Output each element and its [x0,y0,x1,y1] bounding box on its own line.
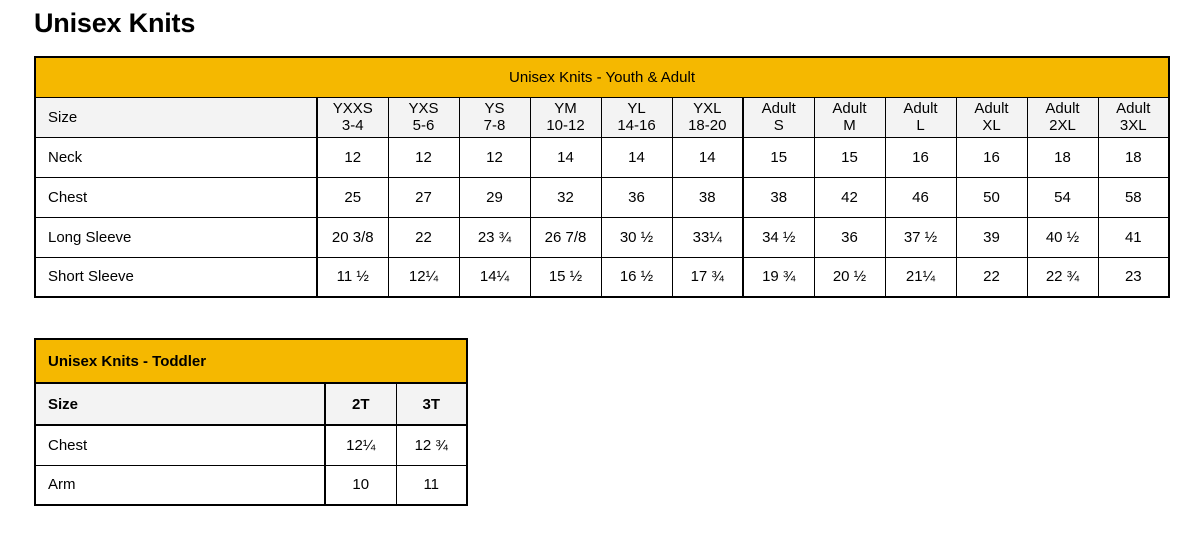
column-header-line1: Adult [761,100,796,117]
cell: 26 7/8 [530,217,601,257]
cell: 12 [388,137,459,177]
cell: 25 [317,177,388,217]
cell: 14¼ [459,257,530,297]
cell: 17 ¾ [672,257,743,297]
cell: 12 [317,137,388,177]
cell: 58 [1098,177,1169,217]
column-header-line2: 14-16 [617,117,656,134]
cell: 38 [672,177,743,217]
unisex-knits-youth-adult-table [34,56,1170,298]
table-row [35,425,467,465]
unisex-knits-toddler-table [34,338,468,506]
row-label-chest: Chest [35,177,317,217]
cell: 46 [885,177,956,217]
row-label-arm: Arm [35,465,325,505]
column-header-ys [459,97,530,137]
cell: 42 [814,177,885,217]
column-header-line1: YS [484,100,505,117]
table-banner-label: Unisex Knits - Youth & Adult [35,57,1169,97]
table-banner-row [35,339,467,383]
cell: 37 ½ [885,217,956,257]
column-header-line2: 3-4 [341,117,364,134]
size-chart-page [0,8,1200,494]
column-header-line1: Adult [974,100,1009,117]
table-banner-row [35,57,1169,97]
column-header-adult-xl [956,97,1027,137]
column-header-line2: 3XL [1119,117,1147,134]
cell: 11 [396,465,467,505]
cell: 30 ½ [601,217,672,257]
cell: 15 ½ [530,257,601,297]
cell: 18 [1027,137,1098,177]
cell: 36 [814,217,885,257]
cell: 20 3/8 [317,217,388,257]
column-header-yxxs [317,97,388,137]
column-header-line1: Adult [832,100,867,117]
cell: 34 ½ [743,217,814,257]
table-row [35,465,467,505]
cell: 41 [1098,217,1169,257]
column-header-line2: 10-12 [546,117,585,134]
cell: 32 [530,177,601,217]
cell: 23 [1098,257,1169,297]
cell: 18 [1098,137,1169,177]
table-banner-label: Unisex Knits - Toddler [35,339,467,383]
cell: 14 [601,137,672,177]
table-row [35,137,1169,177]
column-header-line1: Adult [1116,100,1151,117]
column-header-line1: YL [627,100,646,117]
cell: 54 [1027,177,1098,217]
column-header-adult-m [814,97,885,137]
column-header-line1: YM [554,100,577,117]
header-size-label: Size [35,97,317,137]
cell: 12 ¾ [396,425,467,465]
column-header-line2: L [916,117,925,134]
column-header-line2: 5-6 [412,117,435,134]
column-header-ym [530,97,601,137]
table-row [35,177,1169,217]
cell: 14 [530,137,601,177]
table-row [35,257,1169,297]
cell: 40 ½ [1027,217,1098,257]
cell: 27 [388,177,459,217]
cell: 39 [956,217,1027,257]
column-header-line2: 2XL [1049,117,1076,134]
cell: 11 ½ [317,257,388,297]
column-header-line1: Adult [1045,100,1080,117]
header-size-label: Size [35,383,325,425]
cell: 12¼ [325,425,396,465]
table-header-row [35,383,467,425]
row-label-short-sleeve: Short Sleeve [35,257,317,297]
cell: 16 [956,137,1027,177]
cell: 10 [325,465,396,505]
cell: 22 [388,217,459,257]
column-header-line2: S [773,117,784,134]
column-header-line2: M [843,117,856,134]
column-header-3t: 3T [396,383,467,425]
cell: 23 ¾ [459,217,530,257]
column-header-line2: 7-8 [483,117,506,134]
column-header-yxl [672,97,743,137]
cell: 14 [672,137,743,177]
column-header-line1: Adult [903,100,938,117]
column-header-adult-l [885,97,956,137]
table-row [35,217,1169,257]
row-label-neck: Neck [35,137,317,177]
cell: 15 [743,137,814,177]
cell: 22 [956,257,1027,297]
column-header-adult-s [743,97,814,137]
page-title: Unisex Knits [34,8,196,38]
column-header-2t: 2T [325,383,396,425]
column-header-adult-2xl [1027,97,1098,137]
cell: 20 ½ [814,257,885,297]
row-label-chest: Chest [35,425,325,465]
table-header-row [35,97,1169,137]
column-header-yl [601,97,672,137]
cell: 12 [459,137,530,177]
cell: 22 ¾ [1027,257,1098,297]
column-header-yxs [388,97,459,137]
cell: 15 [814,137,885,177]
column-header-line1: YXL [693,100,722,117]
cell: 50 [956,177,1027,217]
cell: 38 [743,177,814,217]
column-header-adult-3xl [1098,97,1169,137]
cell: 36 [601,177,672,217]
column-header-line1: YXS [408,100,439,117]
cell: 19 ¾ [743,257,814,297]
cell: 12¼ [388,257,459,297]
cell: 33¼ [672,217,743,257]
cell: 16 [885,137,956,177]
row-label-long-sleeve: Long Sleeve [35,217,317,257]
column-header-line1: YXXS [332,100,373,117]
column-header-line2: 18-20 [688,117,727,134]
cell: 21¼ [885,257,956,297]
column-header-line2: XL [982,117,1001,134]
cell: 16 ½ [601,257,672,297]
cell: 29 [459,177,530,217]
